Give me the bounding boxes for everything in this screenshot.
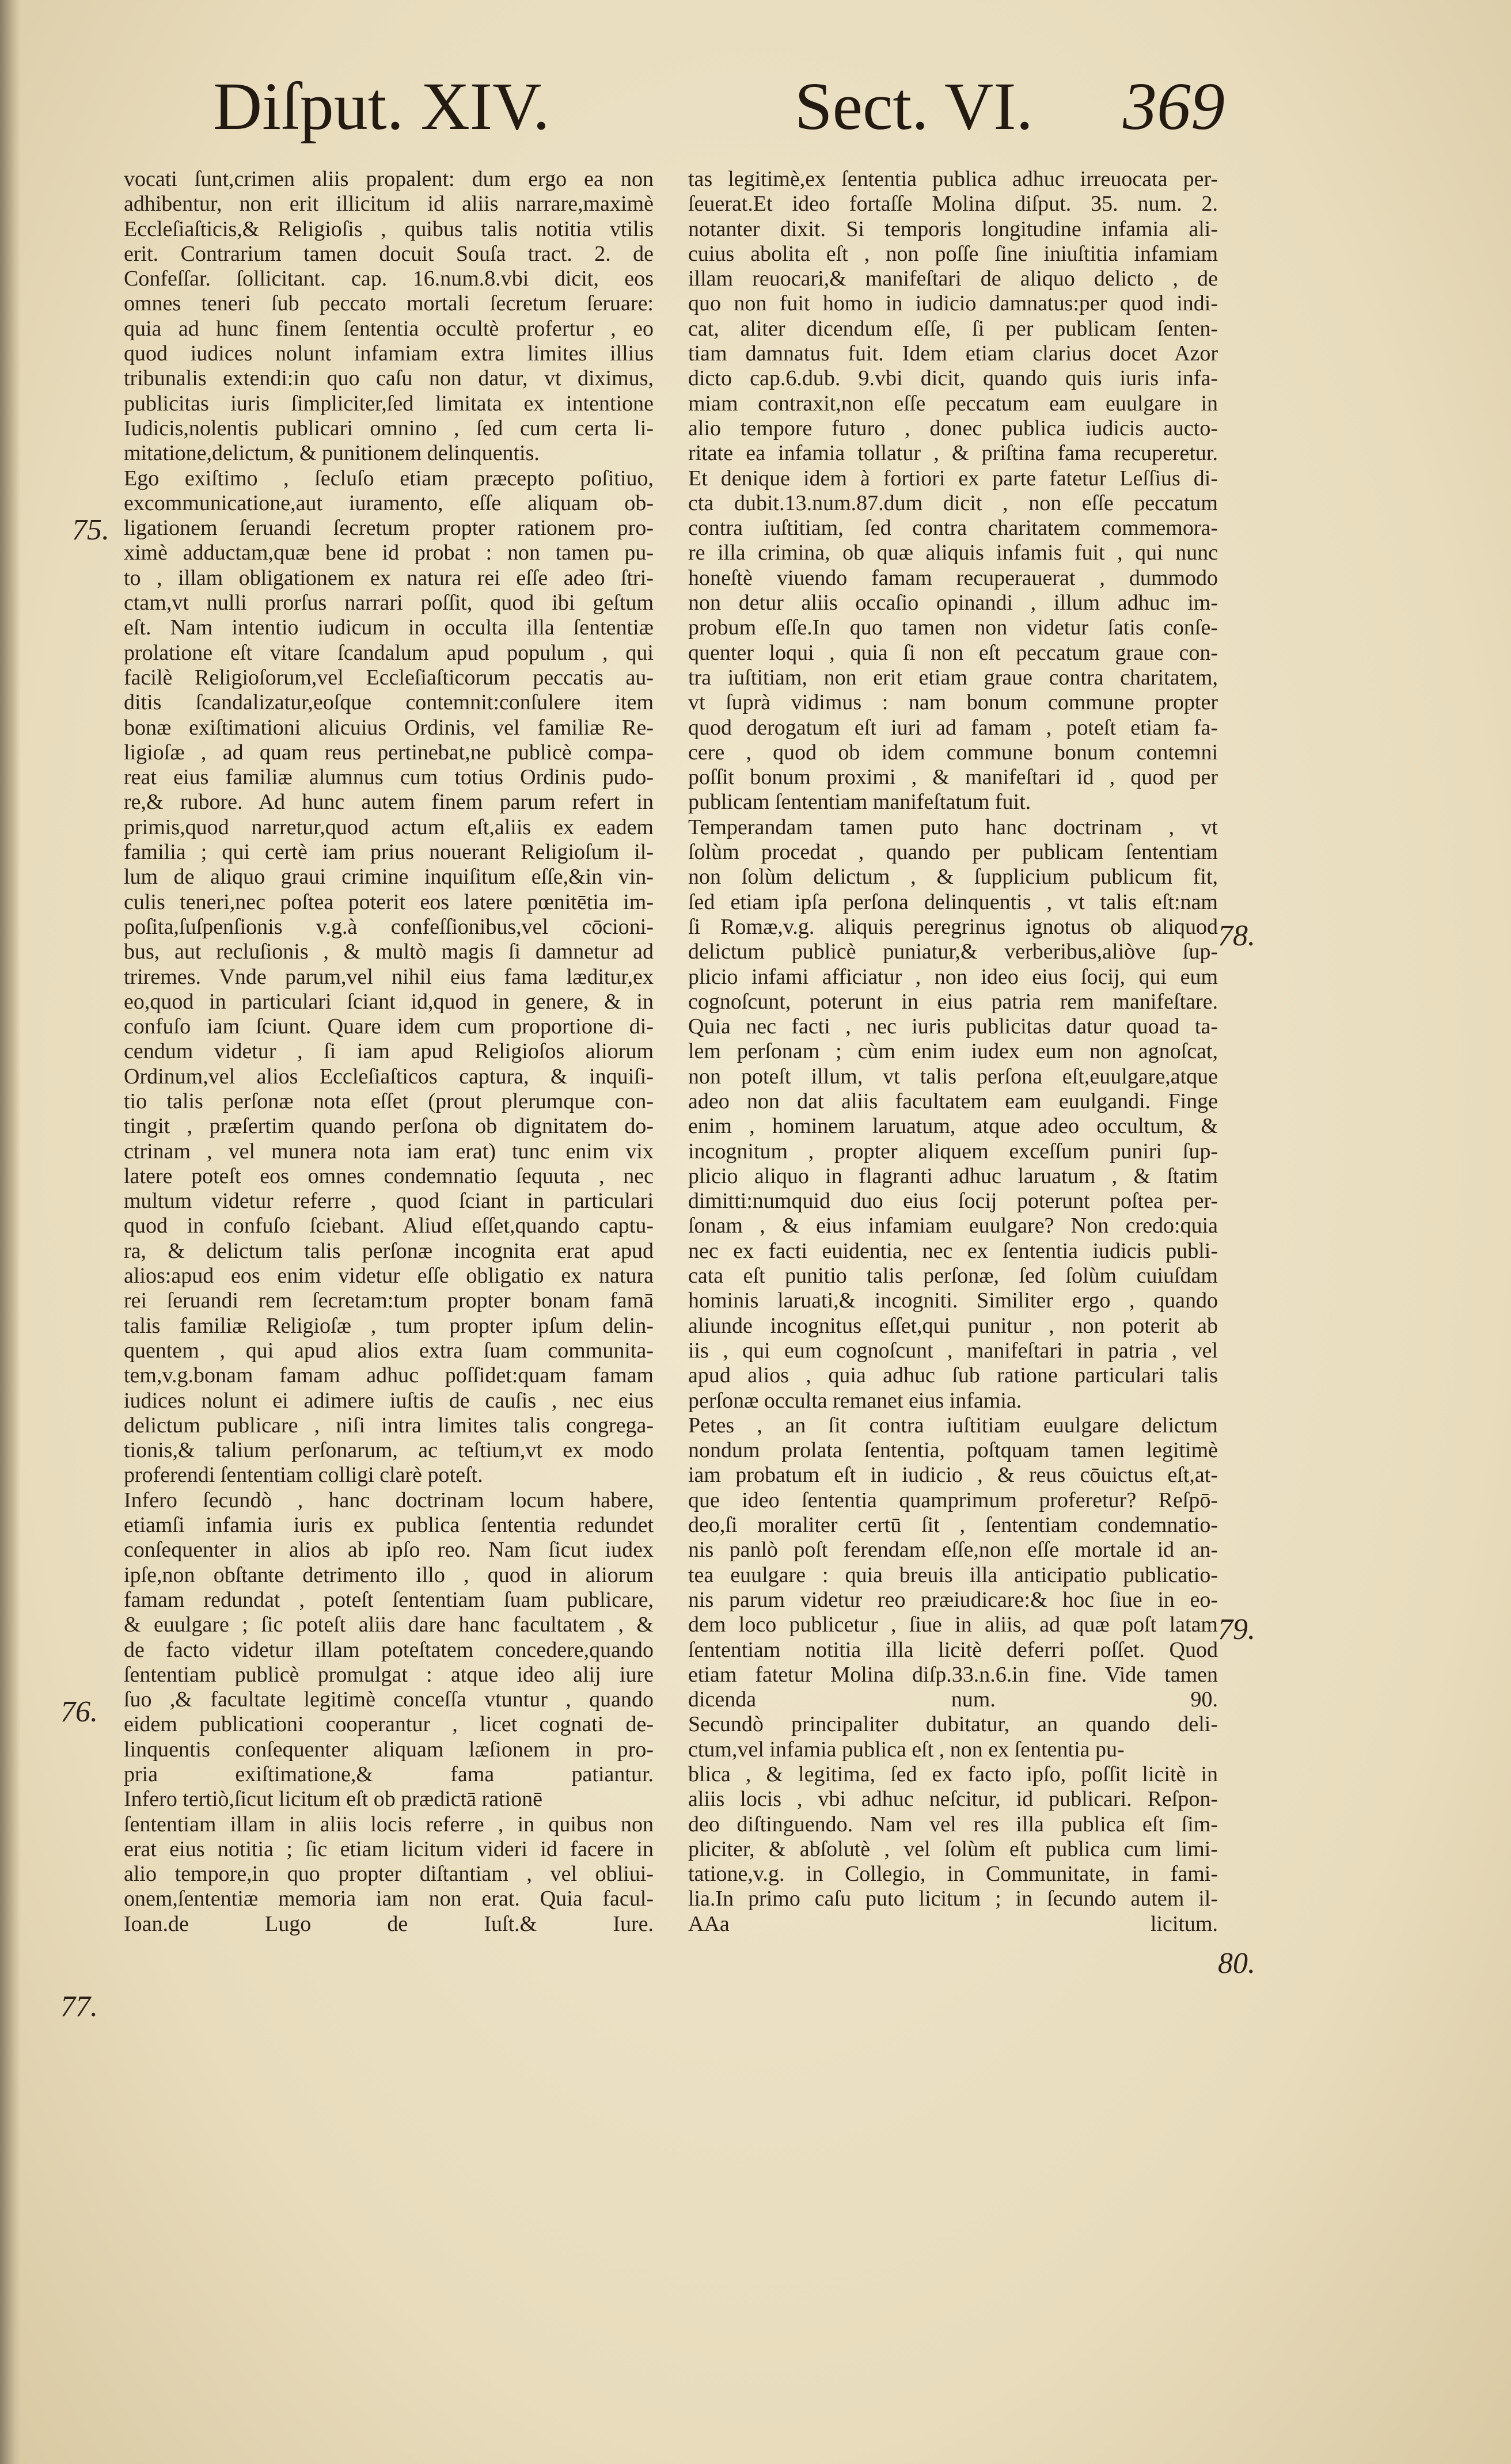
text-line: blica , & legitima, ſed ex facto ipſo, poſſit licitè in: [688, 1762, 1218, 1786]
text-line: ſed etiam ipſa perſona delinquentis , vt talis eſt:nam: [688, 889, 1218, 914]
text-line: & euulgare ; ſic poteſt aliis dare hanc facultatem , &: [124, 1613, 654, 1637]
text-line: tem,v.g.bonam famam adhuc poſſidet:quam famam: [124, 1363, 654, 1388]
text-line: incognitum , propter aliquem exceſſum puniri ſup-: [688, 1139, 1218, 1163]
text-line: iam probatum eſt in iudicio , & reus cōuictus eſt,at-: [688, 1463, 1218, 1488]
text-line: conſequenter in alios ab ipſo reo. Nam ſicut iudex: [124, 1538, 654, 1562]
text-line: Iudicis,nolentis publicari omnino , ſed cum certa li-: [124, 416, 654, 440]
text-line: excommunicatione,aut iuramento, eſſe aliquam ob-: [124, 490, 654, 515]
header-section: Sect. VI.: [795, 69, 1034, 144]
text-line: alios:apud eos enim videtur eſſe obligatio ex natura: [124, 1264, 654, 1288]
text-line: contra iuſtitiam, ſed contra charitatem commemora-: [688, 516, 1218, 541]
text-line: etiam fatetur Molina diſp.33.n.6.in fine. Vide tamen: [688, 1662, 1218, 1687]
text-line: Quia nec facti , nec iuris publicitas datur quoad ta-: [688, 1014, 1218, 1039]
margin-number-75: 75.: [72, 514, 109, 546]
text-line: iis , qui eum cognoſcunt , manifeſtari in patria , vel: [688, 1338, 1218, 1363]
text-line: re illa crimina, ob quæ aliquis infamis fuit , qui nunc: [688, 541, 1218, 565]
text-line: ditis ſcandalizatur,eoſque contemnit:conſulere item: [124, 690, 654, 715]
text-line: apud alios , quia adhuc ſub ratione particulari talis: [688, 1363, 1218, 1388]
page-number: 369: [1123, 69, 1225, 144]
text-line: publicam ſententiam manifeſtatum fuit.: [688, 790, 1031, 815]
text-line: quentem , qui apud alios extra ſuam communita-: [124, 1338, 654, 1363]
text-line: proferendi ſententiam colligi clarè poteſt.: [124, 1463, 483, 1488]
text-line: primis,quod narretur,quod actum eſt,aliis ex eadem: [124, 815, 654, 839]
text-line: nis panlò poſt ferendam eſſe,non eſſe mortale id an-: [688, 1538, 1218, 1562]
text-line: mitatione,delictum, & punitionem delinquentis.: [124, 441, 540, 466]
text-line: cuius abolita eſt , non poſſe ſine iniuſtitia infamiam: [688, 241, 1218, 266]
text-line: rei ſeruandi rem ſecretam:tum propter bonam famā: [124, 1288, 654, 1313]
text-line: nondum prolata ſententia, poſtquam tamen legitimè: [688, 1438, 1218, 1463]
text-line: quia ad hunc finem ſententia occultè profertur , eo: [124, 316, 654, 341]
text-line: triremes. Vnde parum,vel nihil eius fama læditur,ex: [124, 964, 654, 989]
text-line: prolatione eſt vitare ſcandalum apud populum , qui: [124, 640, 654, 665]
margin-number-77: 77.: [60, 1990, 98, 2023]
text-line: Et denique idem à fortiori ex parte fatetur Leſſius di-: [688, 466, 1218, 490]
text-line: adeo non dat aliis facultatem eam euulgandi. Finge: [688, 1089, 1218, 1113]
text-line: ctum,vel infamia publica eſt , non ex ſententia pu-: [688, 1737, 1125, 1762]
text-line: tionis,& talium perſonarum, ac teſtium,vt ex modo: [124, 1438, 654, 1463]
text-line: to , illam obligationem ex natura rei eſſe adeo ſtri-: [124, 565, 654, 590]
text-line: lum de aliquo graui crimine inquiſitum eſſe,&in vin-: [124, 865, 654, 889]
text-line: ligioſæ , ad quam reus pertinebat,ne publicè compa-: [124, 740, 654, 765]
text-line: enim , hominem laruatum, atque adeo occultum, &: [688, 1114, 1218, 1139]
text-line: delictum publicè puniatur,& verberibus,aliòve ſup-: [688, 940, 1218, 964]
text-line: multum videtur referre , quod ſciant in particulari: [124, 1189, 654, 1214]
text-line: latere poteſt eos omnes condemnatio ſequuta , nec: [124, 1163, 654, 1188]
text-line: culis teneri,nec poſtea poterit eos latere pœnitētia im-: [124, 889, 654, 914]
text-line: Ordinum,vel alios Eccleſiaſticos captura, & inquiſi-: [124, 1064, 654, 1089]
text-line: AAa licitum.: [688, 1911, 1218, 1936]
text-line: iudices nolunt ei adimere iuſtis de cauſis , nec eius: [124, 1388, 654, 1413]
text-line: ſi Romæ,v.g. aliquis peregrinus ignotus ob aliquod: [688, 914, 1218, 939]
text-line: bus, aut recluſionis , & multò magis ſi damnetur ad: [124, 940, 654, 964]
text-line: tribunalis extendi:in quo caſu non datur, vt diximus,: [124, 366, 654, 391]
text-line: ipſe,non obſtante detrimento illo , quod in aliorum: [124, 1562, 654, 1587]
text-line: tingit , præſertim quando perſona ob dignitatem do-: [124, 1114, 654, 1139]
text-line: probum eſſe.In quo tamen non videtur ſatis conſe-: [688, 615, 1218, 640]
text-line: miam contraxit,non eſſe peccatum eam euulgare in: [688, 391, 1218, 416]
text-line: tio talis perſonæ nota eſſet (prout plerumque con-: [124, 1089, 654, 1113]
text-line: cognoſcunt, poterunt in eius patria rem manifeſtare.: [688, 989, 1218, 1014]
text-line: erat eius notitia ; ſic etiam licitum videri id facere in: [124, 1836, 654, 1861]
text-line: linquentis conſequenter aliquam læſionem in pro-: [124, 1737, 654, 1762]
text-line: quo non fuit homo in iudicio damnatus:per quod indi-: [688, 291, 1218, 316]
text-line: tas legitimè,ex ſententia publica adhuc irreuocata per-: [688, 167, 1218, 191]
text-line: eſt. Nam intentio iudicum in occulta illa ſententiæ: [124, 615, 654, 640]
text-line: Temperandam tamen puto hanc doctrinam , vt: [688, 815, 1218, 839]
text-line: dicto cap.6.dub. 9.vbi dicit, quando quis iuris infa-: [688, 366, 1218, 391]
margin-number-78: 78.: [1218, 919, 1255, 952]
text-line: Eccleſiaſticis,& Religioſis , quibus talis notitia vtilis: [124, 216, 654, 241]
text-line: Infero tertiò,ſicut licitum eſt ob prædictā rationē: [124, 1787, 543, 1812]
text-line: Ioan.de Lugo de Iuſt.& Iure.: [124, 1911, 654, 1936]
text-line: quenter loqui , quia ſi non eſt peccatum graue con-: [688, 640, 1218, 665]
text-line: alio tempore,in quo propter diſtantiam , vel obliui-: [124, 1862, 654, 1887]
text-line: adhibentur, non erit illicitum id aliis narrare,maximè: [124, 192, 654, 216]
text-line: etiamſi infamia iuris ex publica ſententia redundet: [124, 1513, 654, 1538]
text-line: ctam,vt nulli prorſus narrari poſſit, quod ibi geſtum: [124, 591, 654, 615]
text-line: vocati ſunt,crimen aliis propalent: dum ergo ea non: [124, 167, 654, 191]
text-line: deo,ſi moraliter certū ſit , ſententiam condemnatio-: [688, 1513, 1218, 1538]
left-text-column: [124, 167, 654, 1937]
text-line: non ſolùm delictum , & ſupplicium publicum fit,: [688, 865, 1218, 889]
text-line: pria exiſtimatione,& fama patiantur.: [124, 1762, 654, 1786]
text-line: publicitas iuris ſimpliciter,ſed limitata ex intentione: [124, 391, 654, 416]
text-line: cata eſt punitio talis perſonæ, ſed ſolùm cuiuſdam: [688, 1264, 1218, 1288]
text-line: quod in confuſo ſciebant. Aliud eſſet,quando captu-: [124, 1214, 654, 1238]
text-line: aliunde incognitus eſſet,qui punitur , non poterit ab: [688, 1313, 1218, 1338]
text-line: cta dubit.13.num.87.dum dicit , non eſſe peccatum: [688, 490, 1218, 515]
text-line: dem loco publicetur , ſiue in aliis, ad quæ poſt latam: [688, 1613, 1218, 1637]
text-line: Secundò principaliter dubitatur, an quando deli-: [688, 1712, 1218, 1737]
margin-number-80: 80.: [1218, 1947, 1255, 1980]
text-line: nec ex facti euidentia, nec ex ſententia iudicis publi-: [688, 1238, 1218, 1263]
text-line: notanter dixit. Si temporis longitudine infamia ali-: [688, 216, 1218, 241]
text-line: quod iudices nolunt infamiam extra limites illius: [124, 341, 654, 366]
text-line: poſita,ſuſpenſionis v.g.à confeſſionibus,vel cōcioni-: [124, 914, 654, 939]
text-line: lia.In primo caſu puto licitum ; in ſecundo autem il-: [688, 1887, 1218, 1911]
text-line: perſonæ occulta remanet eius infamia.: [688, 1388, 1022, 1413]
book-gutter-shadow: [0, 0, 21, 2464]
text-line: deo diſtinguendo. Nam vel res illa publica eſt ſim-: [688, 1812, 1218, 1836]
text-line: illam reuocari,& manifeſtari de aliquo delicto , de: [688, 267, 1218, 291]
text-line: poſſit bonum proximi , & manifeſtari id , quod per: [688, 765, 1218, 790]
text-line: omnes teneri ſub peccato mortali ſecretum ſeruare:: [124, 291, 654, 316]
text-line: nis parum videtur reo præiudicare:& hoc ſiue in eo-: [688, 1587, 1218, 1612]
text-line: Confeſſar. ſollicitant. cap. 16.num.8.vbi dicit, eos: [124, 267, 654, 291]
text-line: talis familiæ Religioſæ , tum propter ipſum delin-: [124, 1313, 654, 1338]
text-line: tea euulgare : quia breuis illa anticipatio publicatio-: [688, 1562, 1218, 1587]
text-line: Ego exiſtimo , ſecluſo etiam præcepto poſitiuo,: [124, 466, 654, 490]
text-line: delictum publicare , niſi intra limites talis congrega-: [124, 1413, 654, 1438]
text-line: hominis laruati,& incogniti. Similiter ergo , quando: [688, 1288, 1218, 1313]
text-line: cat, aliter dicendum eſſe, ſi per publicam ſenten-: [688, 316, 1218, 341]
running-header: [115, 63, 1440, 167]
text-line: dimitti:numquid duo eius ſocij poterunt poſtea per-: [688, 1189, 1218, 1214]
text-line: ra, & delictum talis perſonæ incognita erat apud: [124, 1238, 654, 1263]
text-line: bonæ exiſtimationi alicuius Ordinis, vel familiæ Re-: [124, 715, 654, 740]
text-line: famam redundat , poteſt ſententiam ſuam publicare,: [124, 1587, 654, 1612]
text-line: Infero ſecundò , hanc doctrinam locum habere,: [124, 1488, 654, 1512]
text-line: ſuo ,& facultate legitimè conceſſa vtuntur , quando: [124, 1687, 654, 1712]
right-text-column: [688, 167, 1218, 1937]
text-line: tra iuſtitiam, non erit etiam graue contra charitatem,: [688, 665, 1218, 690]
text-line: ximè adductam,quæ bene id probat : non tamen pu-: [124, 541, 654, 565]
text-line: re,& rubore. Ad hunc autem finem parum refert in: [124, 790, 654, 815]
text-line: eidem publicationi cooperantur , licet cognati de-: [124, 1712, 654, 1737]
text-line: ctrinam , vel munera nota iam erat) tunc enim vix: [124, 1139, 654, 1163]
text-line: quod derogatum eſt iuri ad famam , poteſt etiam fa-: [688, 715, 1218, 740]
text-line: non detur aliis occaſio opinandi , illum adhuc im-: [688, 591, 1218, 615]
text-line: cere , quod ob idem commune bonum contemni: [688, 740, 1218, 765]
header-disputation: Diſput. XIV.: [213, 69, 550, 144]
text-line: Petes , an ſit contra iuſtitiam euulgare delictum: [688, 1413, 1218, 1438]
text-line: ſententiam illam in aliis locis referre , in quibus non: [124, 1812, 654, 1836]
text-line: plicio aliquo in flagranti adhuc laruatum , & ſtatim: [688, 1163, 1218, 1188]
text-line: que ideo ſententia quamprimum proferetur? Reſpō-: [688, 1488, 1218, 1512]
text-line: tatione,v.g. in Collegio, in Communitate, in fami-: [688, 1862, 1218, 1887]
text-line: ſententiam notitia illa licitè deferri poſſet. Quod: [688, 1637, 1218, 1662]
margin-number-76: 76.: [60, 1695, 98, 1728]
text-line: aliis locis , vbi adhuc neſcitur, id publicari. Reſpon-: [688, 1787, 1218, 1812]
text-line: non poteſt illum, vt talis perſona eſt,euulgare,atque: [688, 1064, 1218, 1089]
text-line: plicio infami afficiatur , non ideo eius ſocij, qui eum: [688, 964, 1218, 989]
text-line: eo,quod in particulari ſciant id,quod in genere, & in: [124, 989, 654, 1014]
text-line: dicenda num. 90.: [688, 1687, 1218, 1712]
text-line: ligationem ſeruandi ſecretum propter rationem pro-: [124, 516, 654, 541]
text-line: de facto videtur illam poteſtatem concedere,quando: [124, 1637, 654, 1662]
text-line: cendum videtur , ſi iam apud Religioſos aliorum: [124, 1039, 654, 1064]
text-line: ſonam , & eius infamiam euulgare? Non credo:quia: [688, 1214, 1218, 1238]
text-line: familia ; qui certè iam prius nouerant Religioſum il-: [124, 840, 654, 865]
text-line: tiam damnatus fuit. Idem etiam clarius docet Azor: [688, 341, 1218, 366]
text-line: ſeuerat.Et ideo fortaſſe Molina diſput. 35. num. 2.: [688, 192, 1218, 216]
text-line: onem,ſententiæ memoria iam non erat. Quia facul-: [124, 1887, 654, 1911]
text-line: lem perſonam ; cùm enim iudex eum non agnoſcat,: [688, 1039, 1218, 1064]
text-line: facilè Religioſorum,vel Eccleſiaſticorum peccatis au-: [124, 665, 654, 690]
text-line: ritate ea infamia tollatur , & priſtina fama recuperetur.: [688, 441, 1218, 466]
text-line: vt ſuprà vidimus : nam bonum commune propter: [688, 690, 1218, 715]
text-line: ſententiam publicè promulgat : atque ideo alij iure: [124, 1662, 654, 1687]
text-line: reat eius familiæ alumnus cum totius Ordinis pudo-: [124, 765, 654, 790]
text-line: alio tempore futuro , donec publica iudicis aucto-: [688, 416, 1218, 440]
text-line: pliciter, & abſolutè , vel ſolùm eſt publica cum limi-: [688, 1836, 1218, 1861]
text-line: erit. Contrarium tamen docuit Souſa tract. 2. de: [124, 241, 654, 266]
text-line: honeſtè viuendo famam recuperauerat , dummodo: [688, 565, 1218, 590]
text-line: confuſo iam ſciunt. Quare idem cum proportione di-: [124, 1014, 654, 1039]
margin-number-79: 79.: [1218, 1613, 1255, 1646]
text-line: ſolùm procedat , quando per publicam ſententiam: [688, 840, 1218, 865]
